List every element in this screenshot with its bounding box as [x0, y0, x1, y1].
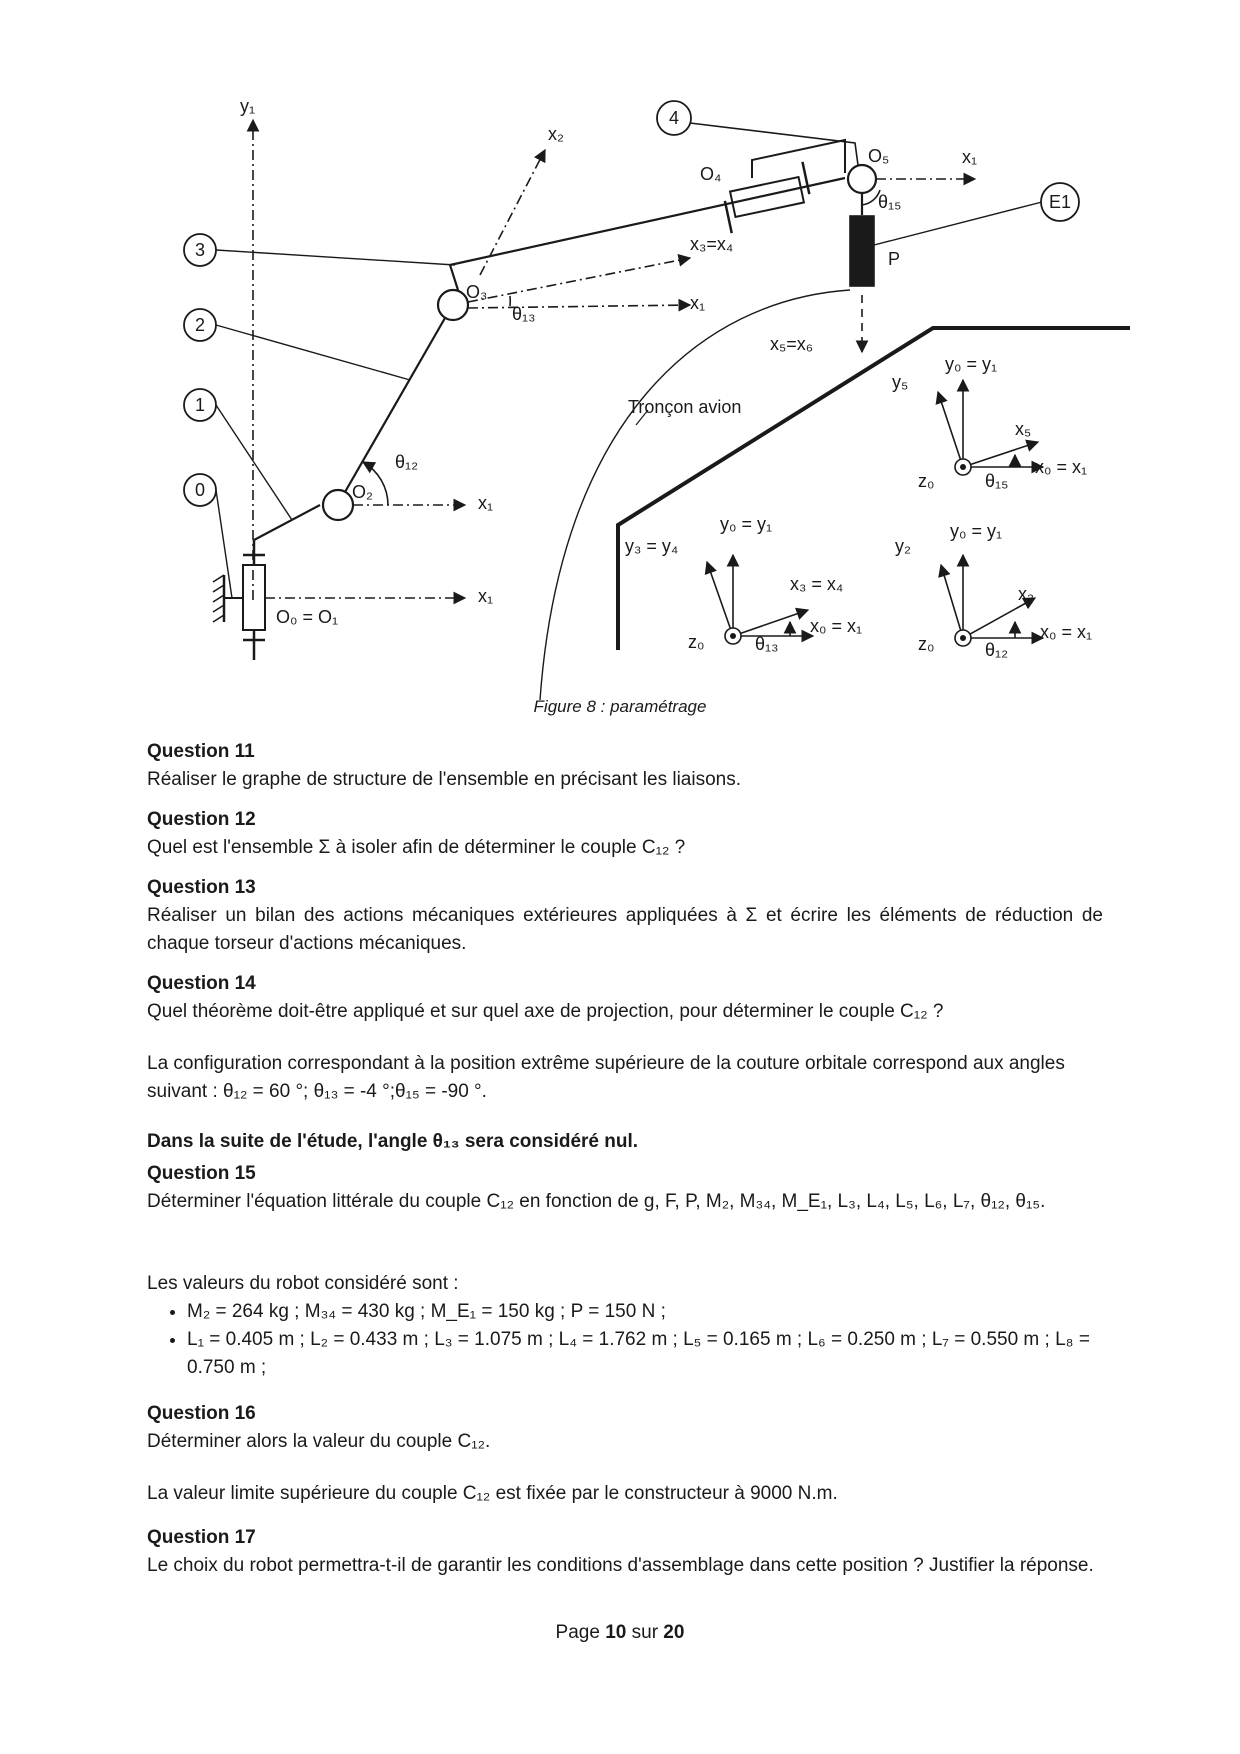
joint-o3: [438, 290, 468, 320]
question-text: Quel théorème doit-être appliqué et sur quel axe de projection, pour déterminer le couple C₁₂ ?: [147, 1001, 944, 1022]
frame5-angle: θ₁₅: [985, 471, 1009, 491]
frame2-y-base: y₀ = y₁: [950, 521, 1003, 541]
figure-caption: Figure 8 : paramétrage: [533, 697, 707, 716]
callout-4-line: [690, 123, 858, 165]
x3x4-axis: [468, 258, 690, 302]
label-x1-o5: x₁: [962, 147, 978, 167]
label-x5x6: x₅=x₆: [770, 334, 814, 354]
frame2-x-other: x₂: [1018, 584, 1034, 604]
question-title: Question 14: [147, 973, 256, 994]
question-title: Question 16: [147, 1403, 256, 1424]
parametrage-figure: [0, 0, 1240, 720]
label-troncon-avion: Tronçon avion: [628, 397, 742, 417]
footer-page-label: Page: [555, 1622, 606, 1643]
label-o4: O₄: [700, 164, 722, 184]
frame2-z: z₀: [918, 634, 935, 654]
callout-4-label: 4: [668, 108, 680, 128]
label-o0o1: O₀ = O₁: [276, 607, 339, 627]
label-x1-base: x₁: [478, 586, 494, 606]
frame-3: [707, 555, 813, 636]
question-title: Question 15: [147, 1163, 256, 1184]
frame3-angle: θ₁₃: [755, 634, 779, 654]
frame2-y-other: y₂: [895, 536, 911, 556]
frame5-x-other: x₅: [1015, 419, 1032, 439]
x1-axis-o3: [468, 305, 690, 308]
joint-o2: [323, 490, 353, 520]
question-text: Déterminer alors la valeur du couple C₁₂.: [147, 1431, 491, 1452]
link-1: [254, 505, 320, 540]
values-masses: • M₂ = 264 kg ; M₃₄ = 430 kg ; M_E₁ = 150 kg ; P = 150 N ;: [187, 1298, 1103, 1326]
callout-2-line: [216, 325, 410, 380]
values-intro: Les valeurs du robot considéré sont :: [147, 1273, 459, 1294]
label-x1-o2: x₁: [478, 493, 494, 513]
question-13: [147, 874, 1103, 958]
question-16: [147, 1400, 1103, 1456]
label-p: P: [888, 249, 901, 269]
bold-note: Dans la suite de l'étude, l'angle θ₁₃ sera considéré nul.: [147, 1131, 639, 1152]
frame3-y-other: y₃ = y₄: [625, 536, 679, 556]
question-17: [147, 1524, 1103, 1580]
frame5-x-base: x₀ = x₁: [1035, 457, 1088, 477]
question-14: [147, 970, 1103, 1026]
label-x2: x₂: [548, 124, 564, 144]
page-footer: [0, 1622, 1240, 1644]
callout-3-line: [216, 250, 455, 265]
question-title: Question 17: [147, 1527, 256, 1548]
question-text: Quel est l'ensemble Σ à isoler afin de déterminer le couple C₁₂ ?: [147, 837, 686, 858]
footer-page-number: 10: [605, 1622, 627, 1643]
callout-0-label: 0: [194, 480, 206, 500]
label-o3: O₃: [466, 282, 488, 302]
question-title: Question 13: [147, 877, 256, 898]
end-effector-e1: [850, 216, 874, 286]
label-o2: O₂: [352, 482, 373, 502]
label-o5: O₅: [868, 146, 890, 166]
question-15: [147, 1160, 1103, 1216]
frame3-x-other: x₃ = x₄: [790, 574, 844, 594]
label-theta12: θ₁₂: [395, 452, 419, 472]
slider-o4: [725, 140, 845, 233]
frame3-x-base: x₀ = x₁: [810, 616, 863, 636]
frame3-z: z₀: [688, 632, 705, 652]
label-theta13: θ₁₃: [512, 304, 536, 324]
values-lengths: • L₁ = 0.405 m ; L₂ = 0.433 m ; L₃ = 1.075 m ; L₄ = 1.762 m ; L₅ = 0.165 m ; L₆ = 0.250 m ; L₇ = 0.550 m ; L₈ = 0.750 m ;: [187, 1326, 1103, 1382]
footer-separator: sur: [626, 1622, 664, 1643]
callout-1-line: [216, 405, 292, 520]
values-list: [147, 1298, 1103, 1382]
frame5-y-other: y₅: [892, 372, 909, 392]
label-x3x4: x₃=x₄: [690, 234, 734, 254]
configuration-paragraph: La configuration correspondant à la position extrême supérieure de la couture orbitale correspond aux angles suivant : θ₁₂ = 60 °; θ₁₃ = -4 °;θ₁₅ = -90 °.: [147, 1053, 1065, 1102]
label-x1-o3: x₁: [690, 293, 706, 313]
frame5-z: z₀: [918, 471, 935, 491]
callout-2-label: 2: [194, 315, 206, 335]
frame2-x-base: x₀ = x₁: [1040, 622, 1093, 642]
question-11: [147, 738, 1103, 794]
label-theta15: θ₁₅: [878, 192, 902, 212]
limit-paragraph: La valeur limite supérieure du couple C₁₂ est fixée par le constructeur à 9000 N.m.: [147, 1483, 838, 1504]
label-y1: y₁: [240, 96, 256, 116]
frame3-y-base: y₀ = y₁: [720, 514, 773, 534]
callout-1-label: 1: [194, 395, 206, 415]
question-text: Réaliser un bilan des actions mécaniques extérieures appliquées à Σ et écrire les éléments de réduction de chaque torseur d'actions mécaniques.: [147, 905, 1103, 954]
frame5-y-base: y₀ = y₁: [945, 354, 998, 374]
base-joint: [213, 540, 265, 660]
robot-values: [147, 1270, 1103, 1382]
link-3: [450, 178, 845, 290]
question-text: Réaliser le graphe de structure de l'ensemble en précisant les liaisons.: [147, 769, 742, 790]
callout-3-label: 3: [194, 240, 206, 260]
question-text: Le choix du robot permettra-t-il de garantir les conditions d'assemblage dans cette position ? Justifier la réponse.: [147, 1555, 1094, 1576]
question-12: [147, 806, 1103, 862]
question-text: Déterminer l'équation littérale du couple C₁₂ en fonction de g, F, P, M₂, M₃₄, M_E₁, L₃, L₄, L₅, L₆, L₇, θ₁₂, θ₁₅.: [147, 1191, 1046, 1212]
aircraft-section-outline: [618, 328, 1130, 650]
question-title: Question 12: [147, 809, 256, 830]
frame2-angle: θ₁₂: [985, 640, 1009, 660]
callout-e1-label: E1: [1048, 192, 1072, 212]
question-title: Question 11: [147, 741, 255, 762]
joint-o5: [848, 165, 876, 193]
footer-page-total: 20: [663, 1622, 685, 1643]
